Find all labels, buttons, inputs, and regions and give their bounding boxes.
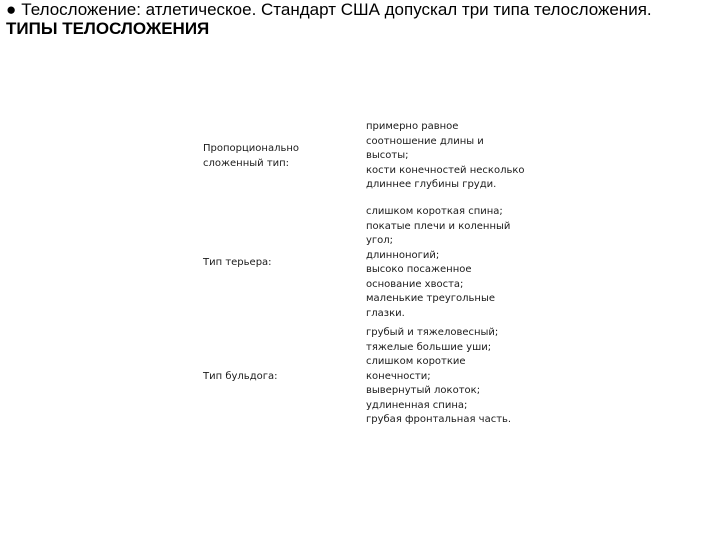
description-line: покатые плечи и коленный (366, 220, 511, 232)
description-line: примерно равное (366, 121, 459, 132)
description-line: удлиненная спина; (366, 399, 468, 411)
row-description (366, 326, 536, 428)
row-label: Тип терьера: (203, 257, 272, 268)
description-line: вывернутый локоток; (366, 385, 481, 396)
description-line: глазки. (366, 307, 405, 319)
description-line: угол; (366, 235, 394, 246)
page-title: ТИПЫ ТЕЛОСЛОЖЕНИЯ (6, 19, 210, 38)
intro-line (6, 0, 652, 20)
description-line: длиннее глубины груди. (366, 179, 497, 190)
description-line: основание хвоста; (366, 278, 464, 290)
description-line: соотношение длины и (366, 135, 484, 147)
row-label: Тип бульдога: (203, 371, 278, 382)
description-line: длинноногий; (366, 249, 440, 261)
description-line: кости конечностей несколько (366, 164, 525, 176)
description-line: высоты; (366, 150, 409, 161)
description-line: грубый и тяжеловесный; (366, 327, 499, 338)
description-line: грубая фронтальная часть. (366, 414, 512, 425)
description-line: конечности; (366, 370, 431, 382)
bullet-icon: ● (6, 0, 17, 19)
description-line: тяжелые большие уши; (366, 341, 492, 353)
row-description (366, 205, 536, 321)
description-line: слишком короткая спина; (366, 206, 503, 217)
intro-text: Телосложение: атлетическое. Стандарт США допускал три типа телосложения. (21, 0, 652, 19)
row-description (366, 120, 536, 193)
row-label: Пропорционально сложенный тип: (203, 143, 300, 169)
description-line: слишком короткие (366, 356, 466, 367)
description-line: высоко посаженное (366, 264, 472, 275)
description-line: маленькие треугольные (366, 293, 496, 304)
